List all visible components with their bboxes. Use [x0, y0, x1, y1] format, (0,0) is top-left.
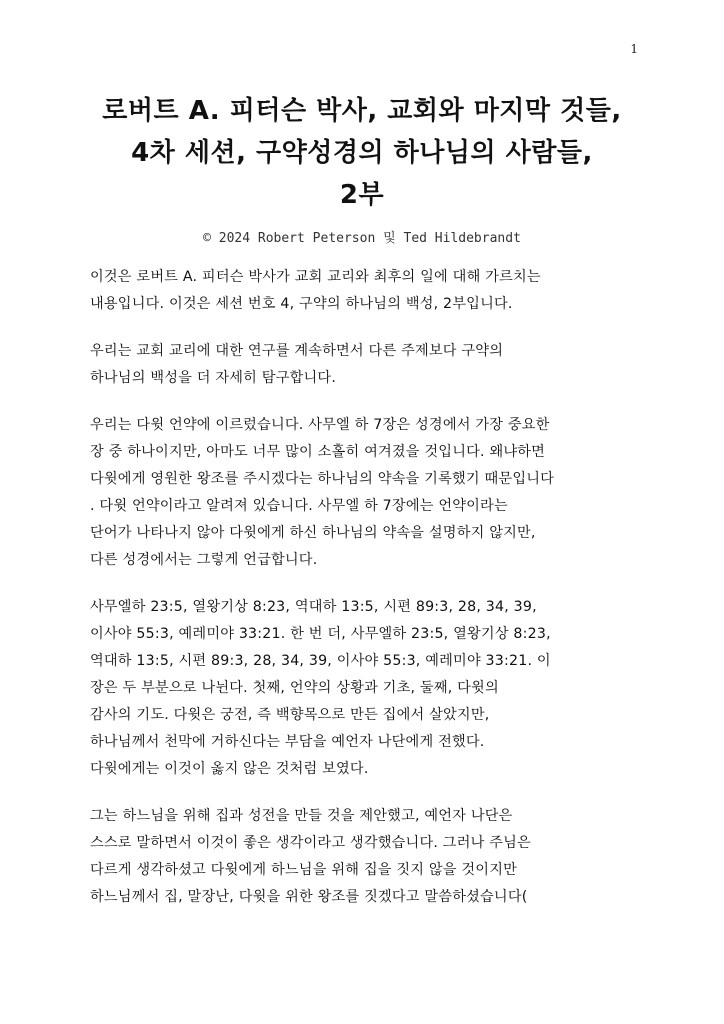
- text-line: 스스로 말하면서 이것이 좋은 생각이라고 생각했습니다. 그러나 주님은: [90, 835, 531, 851]
- text-line: 이사야 55:3, 예레미야 33:21. 한 번 더, 사무엘하 23:5, 열왕기상 8:23,: [90, 626, 551, 642]
- title-line: 로버트 A. 피터슨 박사, 교회와 마지막 것들,: [102, 96, 622, 126]
- text-line: 사무엘하 23:5, 열왕기상 8:23, 역대하 13:5, 시편 89:3, 28, 34, 39,: [90, 599, 537, 615]
- paragraph-study: [90, 338, 650, 392]
- title-line: 4차 세션, 구약성경의 하나님의 사람들,: [131, 138, 593, 168]
- copyright-notice: © 2024 Robert Peterson 및 Ted Hildebrandt: [203, 231, 521, 246]
- text-line: 장은 두 부분으로 나뉜다. 첫째, 언약의 상황과 기초, 둘째, 다윗의: [90, 680, 499, 696]
- text-line: . 다윗 언약이라고 알려져 있습니다. 사무엘 하 7장에는 언약이라는: [90, 498, 508, 514]
- text-line: 하느님께서 집, 말장난, 다윗을 위한 왕조를 짓겠다고 말씀하셨습니다(: [90, 889, 528, 905]
- text-line: 장 중 하나이지만, 아마도 너무 많이 소홀히 여겨졌을 것입니다. 왜냐하면: [90, 444, 546, 460]
- paragraph-references: [90, 594, 650, 783]
- paragraph-davidic-covenant: [90, 412, 650, 574]
- text-line: 다윗에게 영원한 왕조를 주시겠다는 하나님의 약속을 기록했기 때문입니다: [90, 471, 555, 487]
- document-title: [60, 90, 664, 216]
- text-line: 우리는 다윗 언약에 이르렀습니다. 사무엘 하 7장은 성경에서 가장 중요한: [90, 417, 550, 433]
- text-line: 다윗에게는 이것이 옳지 않은 것처럼 보였다.: [90, 761, 369, 777]
- text-line: 그는 하느님을 위해 집과 성전을 만들 것을 제안했고, 예언자 나단은: [90, 808, 513, 824]
- text-line: 역대하 13:5, 시편 89:3, 28, 34, 39, 이사야 55:3, 예레미야 33:21. 이: [90, 653, 551, 669]
- document-body: [90, 264, 650, 931]
- paragraph-intro: [90, 264, 650, 318]
- text-line: 감사의 기도. 다윗은 궁전, 즉 백향목으로 만든 집에서 살았지만,: [90, 707, 490, 723]
- text-line: 이것은 로버트 A. 피터슨 박사가 교회 교리와 최후의 일에 대해 가르치는: [90, 269, 541, 285]
- text-line: 다른 성경에서는 그렇게 언급합니다.: [90, 552, 318, 568]
- text-line: 다르게 생각하셨고 다윗에게 하느님을 위해 집을 짓지 않을 것이지만: [90, 862, 518, 878]
- paragraph-temple-proposal: [90, 803, 650, 911]
- text-line: 우리는 교회 교리에 대한 연구를 계속하면서 다른 주제보다 구약의: [90, 343, 504, 359]
- text-line: 하나님의 백성을 더 자세히 탐구합니다.: [90, 370, 337, 386]
- text-line: 하나님께서 천막에 거하신다는 부담을 예언자 나단에게 전했다.: [90, 734, 485, 750]
- page-number: 1: [630, 42, 638, 56]
- title-line: 2부: [339, 180, 385, 210]
- text-line: 단어가 나타나지 않아 다윗에게 하신 하나님의 약속을 설명하지 않지만,: [90, 525, 536, 541]
- text-line: 내용입니다. 이것은 세션 번호 4, 구약의 하나님의 백성, 2부입니다.: [90, 296, 513, 312]
